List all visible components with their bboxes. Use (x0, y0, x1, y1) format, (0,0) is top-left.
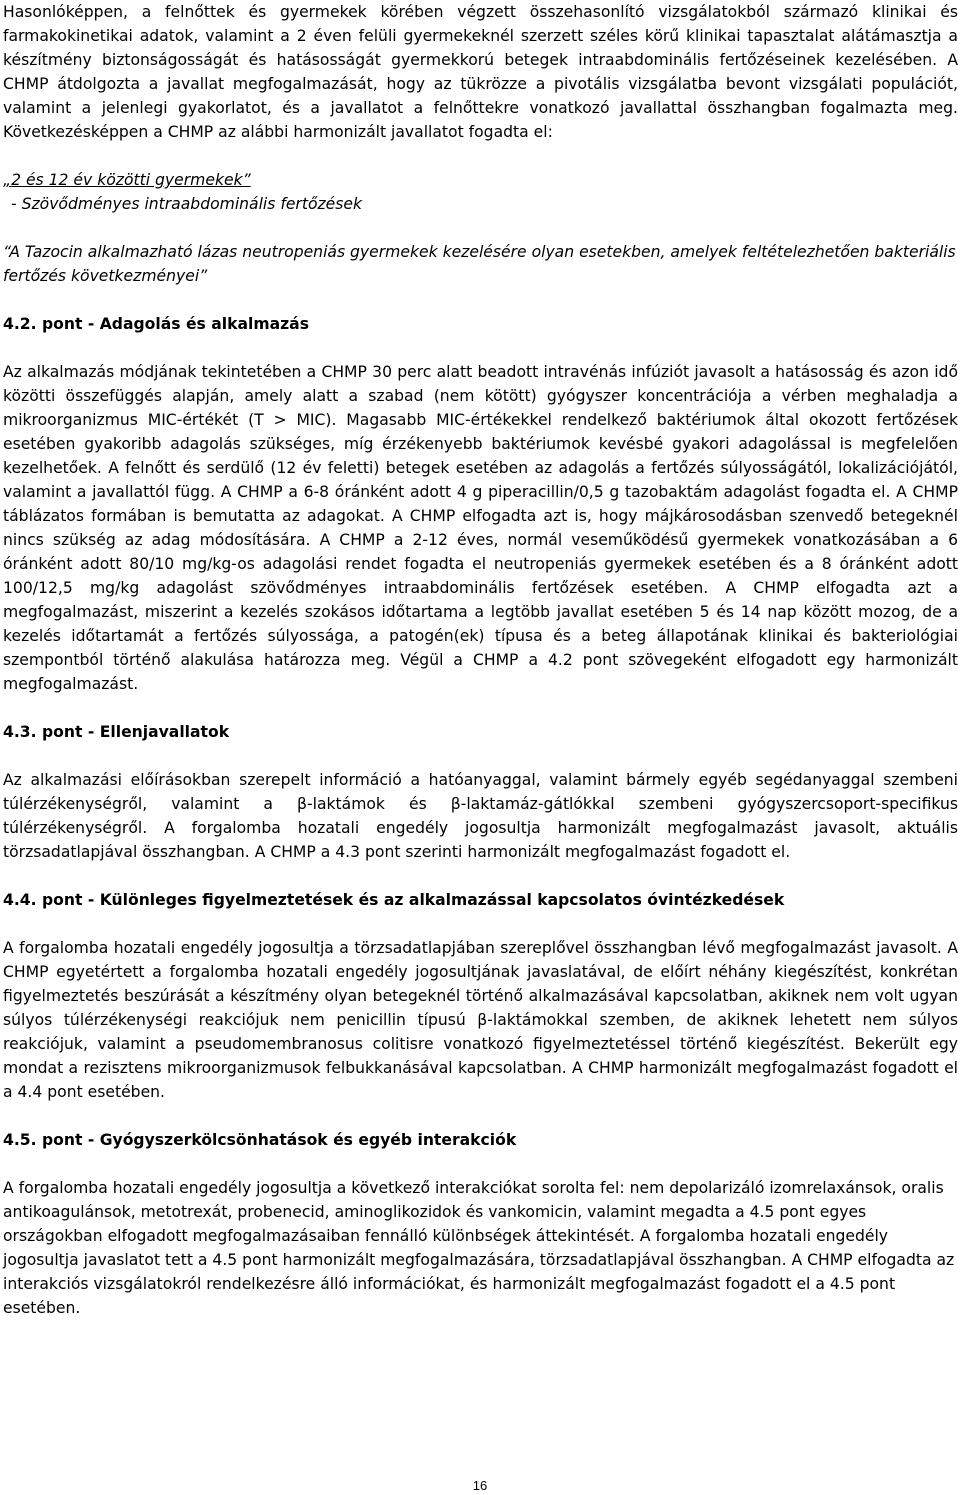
section-heading-4-4: 4.4. pont - Különleges figyelmeztetések és az alkalmazással kapcsolatos óvintézkedések (3, 891, 785, 909)
section-body-4-4: A forgalomba hozatali engedély jogosultja a törzsadatlapjában szereplővel összhangban lévő megfogalmazást javasolt. A CHMP egyetértett a forgalomba hozatali engedély jogosultjának javaslatával, de előírt néhány kiegészítést, konkrétan figyelmeztetés beszúrását a készítmény olyan betegeknél történő alkalmazásával kapcsolatban, akiknek nem volt ugyan súlyos túlérzékenységi reakciójuk nem penicillin típusú β-laktámokkal szemben, de akiknek lehetett nem súlyos reakciójuk, valamint a pseudomembranosus colitisre vonatkozó figyelmeztetéssel történő kiegészítést. Bekerült egy mondat a rezisztens mikroorganizmusok felbukkanásával kapcsolatban. A CHMP harmonizált megfogalmazást fogadott el a 4.4 pont esetében. (3, 939, 958, 1101)
indication-note: “A Tazocin alkalmazható lázas neutropeniás gyermekek kezelésére olyan esetekben, amelyek feltételezhetően bakteriális fertőzés következményei” (3, 243, 956, 285)
section-body-4-3: Az alkalmazási előírásokban szerepelt információ a hatóanyaggal, valamint bármely egyéb segédanyaggal szembeni túlérzékenységről, valamint a β-laktámok és β-laktamáz-gátlókkal szembeni gyógyszercsoport-specifikus túlérzékenységről. A forgalomba hozatali engedély jogosultja harmonizált megfogalmazást javasolt, aktuális törzsadatlapjával összhangban. A CHMP a 4.3 pont szerinti harmonizált megfogalmazást fogadott el. (3, 771, 958, 861)
section-body-4-2: Az alkalmazás módjának tekintetében a CHMP 30 perc alatt beadott intravénás infúziót javasolt a hatásosság és azon idő közötti összefüggés alapján, amely alatt a szabad (nem kötött) gyógyszer koncentrációja a vérben meghaladja a mikroorganizmus MIC-értékét (T > MIC). Magasabb MIC-értékekkel rendelkező baktériumok által okozott fertőzések esetében gyakoribb adagolás szükséges, míg érzékenyebb baktériumok kevésbé gyakori adagolással is megfelelően kezelhetőek. A felnőtt és serdülő (12 év feletti) betegek esetében az adagolás a fertőzés súlyosságától, lokalizációjától, valamint a javallattól függ. A CHMP a 6-8 óránként adott 4 g piperacillin/0,5 g tazobaktám adagolást fogadta el. A CHMP táblázatos formában is bemutatta az adagokat. A CHMP elfogadta azt is, hogy májkárosodásban szenvedő betegeknél nincs szükség az adag módosítására. A CHMP a 2-12 éves, normál veseműködésű gyermekek vonatkozásában a 6 óránként adott 80/10 mg/kg-os adagolási rendet fogadta el neutropeniás gyermekek esetében és a 8 óránként adott 100/12,5 mg/kg adagolást szövődményes intraabdominális fertőzések esetében. A CHMP elfogadta azt a megfogalmazást, miszerint a kezelés szokásos időtartama a legtöbb javallat esetében 5 és 14 nap között mozog, de a kezelés időtartamát a fertőzés súlyossága, a patogén(ek) típusa és a beteg állapotának klinikai és bakteriológiai szempontból történő alakulása határozza meg. Végül a CHMP a 4.2 pont szövegeként elfogadott egy harmonizált megfogalmazást. (3, 363, 958, 693)
indication-heading-text: „2 és 12 év közötti gyermekek” (3, 171, 251, 189)
intro-paragraph: Hasonlóképpen, a felnőttek és gyermekek körében végzett összehasonlító vizsgálatokból származó klinikai és farmakokinetikai adatok, valamint a 2 éven felüli gyermekeknél szerzett széles körű klinikai tapasztalat alátámasztja a készítmény biztonságosságát és hatásosságát gyermekkorú betegek intraabdominális fertőzéseinek kezelésében. A CHMP átdolgozta a javallat megfogalmazását, hogy az tükrözze a pivotális vizsgálatba bevont vizsgálati populációt, valamint a jelenlegi gyakorlatot, és a javallatot a felnőttekre vonatkozó javallattal összhangban fogalmazta meg. Következésképpen a CHMP az alábbi harmonizált javallatot fogadta el: (3, 3, 958, 141)
section-heading-4-2: 4.2. pont - Adagolás és alkalmazás (3, 315, 309, 333)
section-heading-4-3: 4.3. pont - Ellenjavallatok (3, 723, 230, 741)
page-number: 16 (472, 1478, 488, 1493)
document-page (3, 0, 958, 1320)
indication-heading (3, 168, 958, 192)
indication-item: - Szövődményes intraabdominális fertőzések (11, 195, 363, 213)
section-heading-4-5: 4.5. pont - Gyógyszerkölcsönhatások és egyéb interakciók (3, 1131, 517, 1149)
section-body-4-5: A forgalomba hozatali engedély jogosultja a következő interakciókat sorolta fel: nem depolarizáló izomrelaxánsok, oralis antikoagulánsok, metotrexát, probenecid, aminoglikozidok és vankomicin, valamint megadta a 4.5 pont egyes országokban elfogadott megfogalmazásaiban fennálló különbségek áttekintését. A forgalomba hozatali engedély jogosultja javaslatot tett a 4.5 pont harmonizált megfogalmazására, törzsadatlapjával összhangban. A CHMP elfogadta az interakciós vizsgálatokról rendelkezésre álló információkat, és harmonizált megfogalmazást fogadott el a 4.5 pont esetében. (3, 1179, 955, 1317)
